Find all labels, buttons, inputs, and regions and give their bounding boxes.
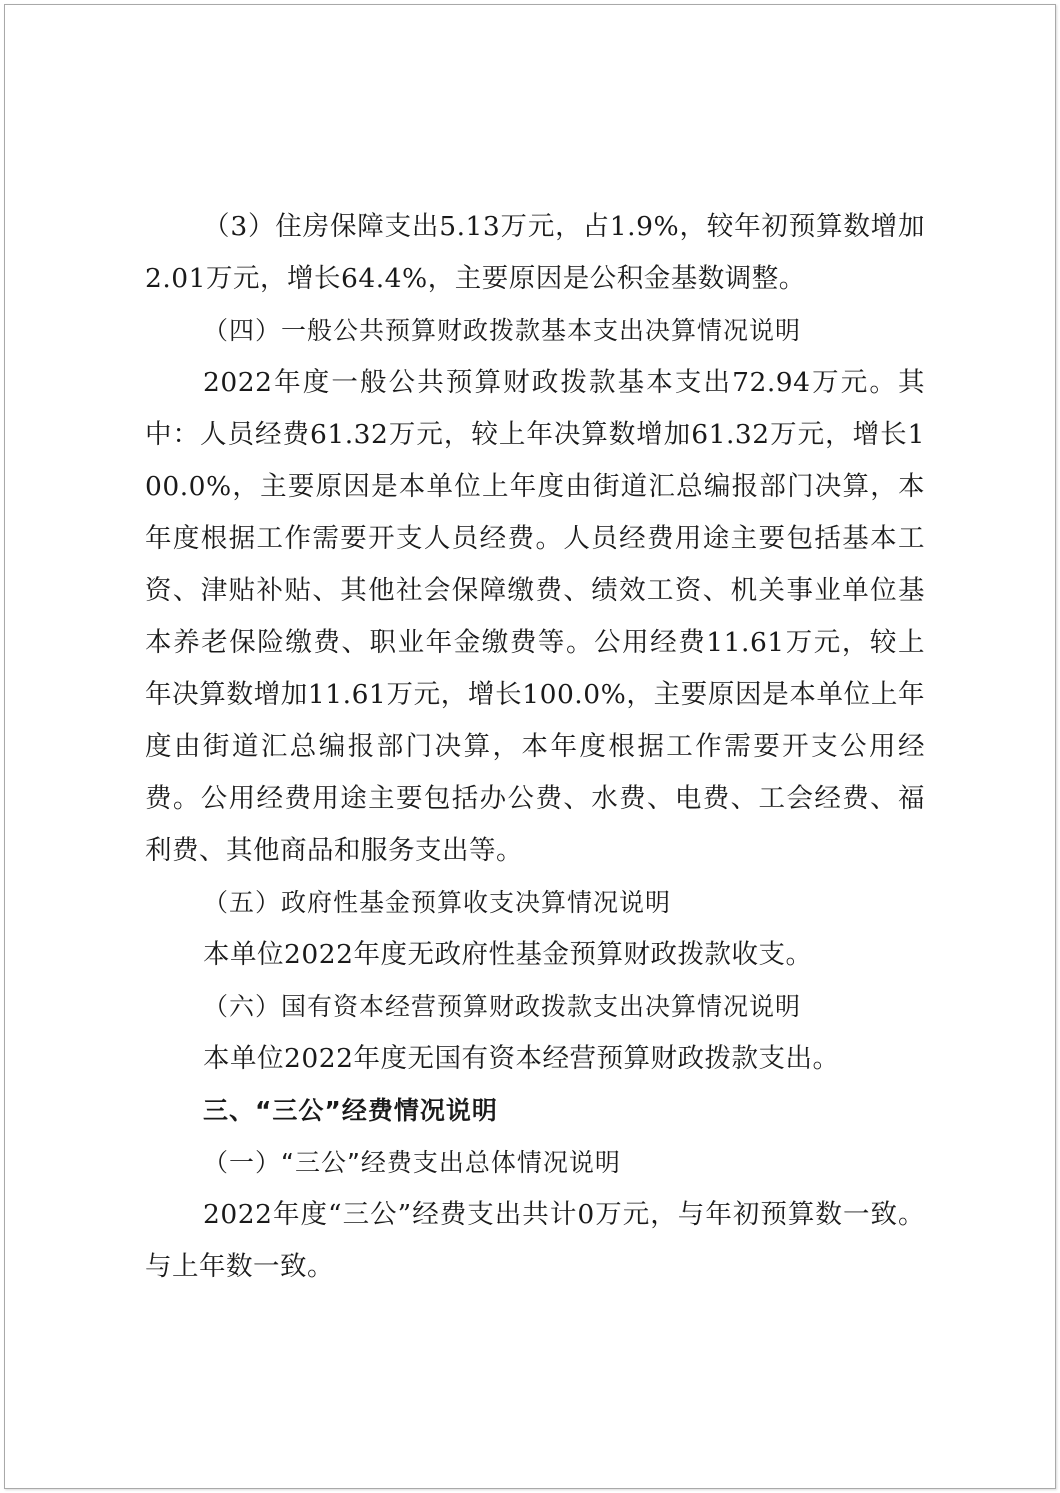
section-heading-basic-expenditure: （四）一般公共预算财政拨款基本支出决算情况说明 — [203, 316, 802, 345]
section-heading-three-public-overall: （一）“三公”经费支出总体情况说明 — [203, 1148, 621, 1177]
chapter-heading-three-public: 三、“三公”经费情况说明 — [203, 1096, 498, 1125]
paragraph-three-public-overall: 2022年度“三公”经费支出共计0万元，与年初预算数一致。与上年数一致。 — [145, 1199, 925, 1282]
paragraph-basic-expenditure: 2022年度一般公共预算财政拨款基本支出72.94万元。其中：人员经费61.32万元，较上年决算数增加61.32万元，增长100.0%，主要原因是本单位上年度由街道汇总编报部门决算，本年度根据工作需要开支人员经费。人员经费用途主要包括基本工资、津贴补贴、其他社会保障缴费、绩效工资、机关事业单位基本养老保险缴费、职业年金缴费等。公用经费11.61万元，较上年决算数增加11.61万元，增长100.0%，主要原因是本单位上年度由街道汇总编报部门决算，本年度根据工作需要开支公用经费。公用经费用途主要包括办公费、水费、电费、工会经费、福利费、其他商品和服务支出等。 — [145, 367, 925, 866]
section-heading-government-fund: （五）政府性基金预算收支决算情况说明 — [203, 888, 672, 917]
document-body — [145, 201, 925, 1293]
paragraph-government-fund: 本单位2022年度无政府性基金预算财政拨款收支。 — [203, 939, 813, 970]
paragraph-housing-expenditure: （3）住房保障支出5.13万元，占1.9%，较年初预算数增加2.01万元，增长64.4%，主要原因是公积金基数调整。 — [145, 211, 925, 294]
document-page — [4, 4, 1056, 1489]
section-heading-state-capital: （六）国有资本经营预算财政拨款支出决算情况说明 — [203, 992, 802, 1021]
paragraph-state-capital: 本单位2022年度无国有资本经营预算财政拨款支出。 — [203, 1043, 840, 1074]
